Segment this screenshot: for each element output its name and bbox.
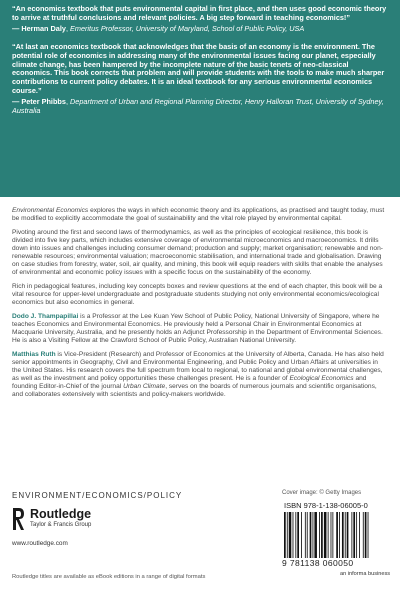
publisher-website: www.routledge.com (12, 540, 68, 547)
quote-affiliation: Department of Urban and Regional Planning Director, Henry Halloran Trust, University of Sydney, Australia (12, 97, 384, 116)
barcode-bar (301, 512, 302, 558)
publisher-logo (12, 504, 122, 538)
barcode-bar (345, 512, 346, 558)
barcode-bar (356, 512, 357, 558)
barcode-bar (324, 512, 327, 558)
barcode-bar (307, 512, 308, 558)
barcode-bar (336, 512, 338, 558)
barcode-bar (310, 512, 312, 558)
barcode-panel (280, 500, 392, 580)
barcode-bar (363, 512, 364, 558)
quote-author: — Peter Phibbs (12, 97, 66, 107)
barcode-bar (351, 512, 352, 558)
barcode-image (284, 512, 388, 558)
quote-author: — Herman Daly (12, 23, 66, 33)
barcode-bar (365, 512, 367, 558)
barcode-bar (287, 512, 288, 558)
barcode-bar (295, 512, 296, 558)
publisher-group: Taylor & Francis Group (30, 522, 92, 528)
author-name: Matthias Ruth (12, 351, 56, 358)
barcode-bar (293, 512, 294, 558)
barcode-digits: 9 781138 060050 (282, 558, 354, 568)
barcode-bar (359, 512, 360, 558)
barcode-bar (347, 512, 349, 558)
barcode-bar (332, 512, 333, 558)
book-description (12, 207, 388, 405)
ebook-note: Routledge titles are available as eBook editions in a range of digital formats (12, 574, 206, 580)
barcode-bar (284, 512, 286, 558)
barcode-bar (342, 512, 344, 558)
routledge-r-icon (12, 506, 25, 532)
subject-category: ENVIRONMENT/ECONOMICS/POLICY (12, 491, 183, 500)
barcode-bar (368, 512, 369, 558)
publisher-name: Routledge (30, 507, 92, 521)
endorsement-quote-1 (12, 5, 388, 34)
quote-attribution: — Peter Phibbs, Department of Urban and Regional Planning Director, Henry Halloran Trust, University of Sydney, Australia (12, 97, 384, 116)
author-name: Dodo J. Thampapillai (12, 313, 79, 320)
cover-credit: Cover image: © Getty Images (282, 490, 362, 496)
barcode-bar (297, 512, 299, 558)
informa-tagline: an informa business (340, 571, 391, 577)
isbn-number: ISBN 978-1-138-06005-0 (284, 501, 368, 510)
quote-attribution: — Herman Daly, Emeritus Professor, University of Maryland, School of Public Policy, USA (12, 23, 305, 33)
description-paragraph: Rich in pedagogical features, including key concepts boxes and review questions at the end of each chapter, this book will be a vital resource for upper-level undergraduate and postgraduate students studying not only environmental economics/ecological economics but also economics in general. (12, 283, 383, 306)
quote-affiliation: Emeritus Professor, University of Maryland, School of Public Policy, USA (70, 23, 305, 33)
quote-text: “An economics textbook that puts environmental capital in first place, and then uses good economic theory to arrive at truthful conclusions and relevant policies. A big step forward in teaching economics!” (12, 4, 387, 22)
barcode-bar (319, 512, 320, 558)
endorsements-band (0, 0, 400, 197)
author-bio: Matthias Ruth is Vice-President (Research) and Professor of Economics at the University of Alberta, Canada. He has also held senior appointments in Geography, Civil and Environmental Engineering, and Public Policy and Urban Affairs at universities in the United States. His research covers the full spectrum from local to regional, to national and global environmental challenges, as well as the investment and policy opportunities these challenges present. He is a founder of Ecological Economics and founding Editor-in-Chief of the journal Urban Climate, serves on the boards of numerous journals and scientific organisations, and collaborates extensively with scientists and policy-makers worldwide. (12, 351, 384, 398)
barcode-bar (305, 512, 306, 558)
description-paragraph: Pivoting around the first and second laws of thermodynamics, as well as the principles of ecological resilience, this book is divided into five key parts, which includes extensive coverage of environmental microeconomics and macroeconomics. It drills down into issues and challenges including consumer demand; production and supply; market organisation; renewable and non-renewable resources; environmental valuation; macroeconomic stabilisation, and international trade and globalisation. Drawing on case studies from forestry, water, soil, air quality, and mining, this book will equip readers with skills that enable the analyses of environmental and economic policy issues with a specific focus on the sustainability of the economy. (12, 229, 383, 276)
barcode-bar (289, 512, 292, 558)
barcode-bar (331, 512, 332, 558)
endorsement-quote-2 (12, 43, 388, 116)
author-bio: Dodo J. Thampapillai is a Professor at the Lee Kuan Yew School of Public Policy, National University of Singapore, where he teaches Economics and Environmental Economics. He previously held a Personal Chair in Environmental Economics at Macquarie University, Australia, and he presently holds an Adjunct Professorship in the Department of Environmental Sciences. He is also a Visiting Fellow at the Crawford School of Public Policy, Australian National University. (12, 313, 383, 344)
barcode-bar (353, 512, 355, 558)
barcode-bar (339, 512, 340, 558)
barcode-bar (328, 512, 329, 558)
book-title: Environmental Economics (12, 207, 89, 214)
barcode-bar (314, 512, 317, 558)
quote-text: “At last an economics textbook that acknowledges that the basis of an economy is the environment. The potential role of economics in addressing many of the environmental issues facing our planet, especially climate change, has been hampered by the incomplete nature of the basic tenets of neo-classical economics. This book corrects that problem and will provide students with the tools to make much sharper contributions to current policy debates. It is an ideal textbook for any serious environmental economics course.” (12, 41, 385, 96)
barcode-bar (313, 512, 314, 558)
description-paragraph: Environmental Economics explores the ways in which economic theory and its applications, as practised and taught today, must be modified to explicitly accommodate the goal of sustainability and the vital role played by environmental capital. (12, 207, 385, 222)
barcode-bar (321, 512, 323, 558)
